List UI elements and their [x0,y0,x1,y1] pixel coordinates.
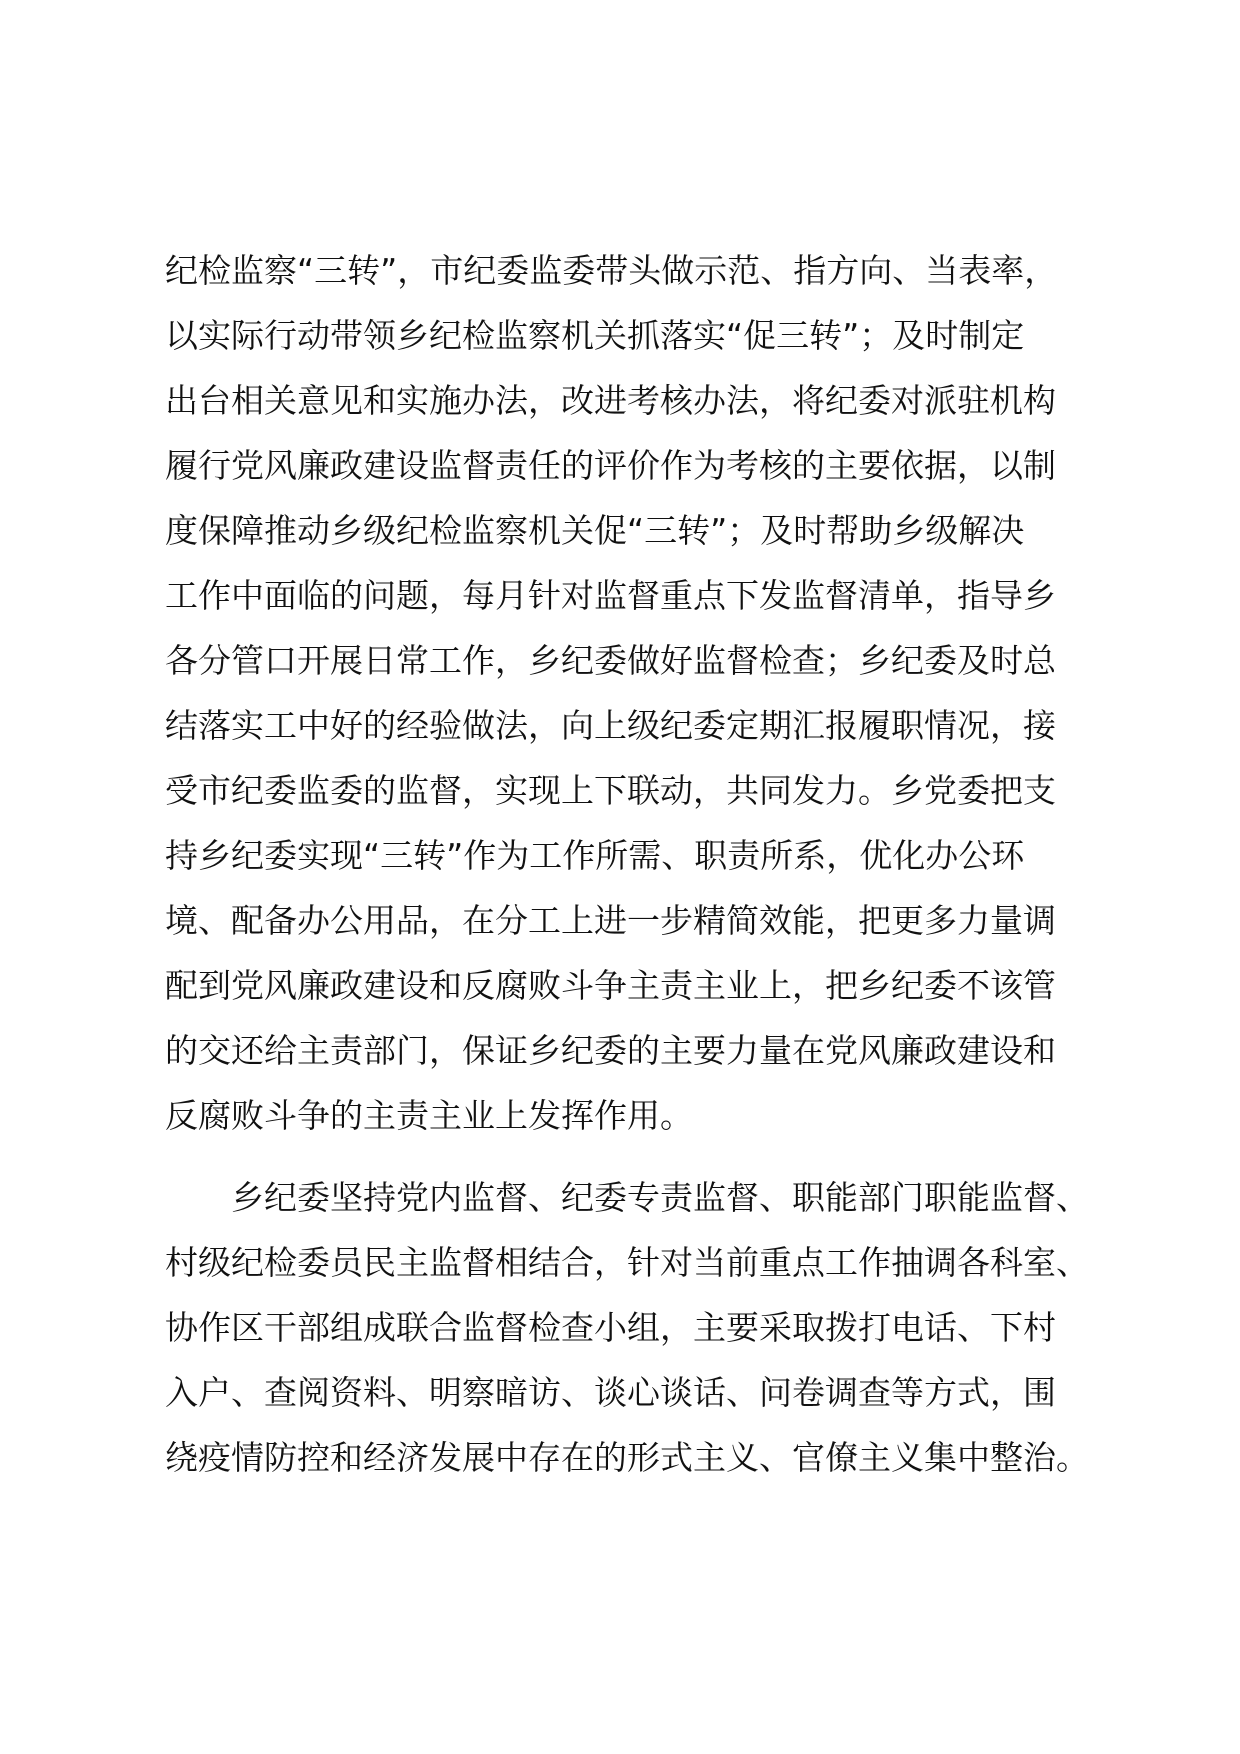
paragraph-line: 度保障推动乡级纪检监察机关促“三转”；及时帮助乡级解决 [165,511,1025,550]
paragraph-line: 村级纪检委员民主监督相结合，针对当前重点工作抽调各科室、 [165,1243,1089,1282]
paragraph-line: 履行党风廉政建设监督责任的评价作为考核的主要依据，以制 [165,446,1056,485]
paragraph-line: 境、配备办公用品，在分工上进一步精简效能，把更多力量调 [165,901,1056,940]
paragraph-line: 反腐败斗争的主责主业上发挥作用。 [165,1096,693,1135]
paragraph-line: 配到党风廉政建设和反腐败斗争主责主业上，把乡纪委不该管 [165,966,1056,1005]
paragraph-line: 协作区干部组成联合监督检查小组，主要采取拨打电话、下村 [165,1308,1056,1347]
paragraph-line: 工作中面临的问题，每月针对监督重点下发监督清单，指导乡 [165,576,1056,615]
paragraph-line: 绕疫情防控和经济发展中存在的形式主义、官僚主义集中整治。 [165,1438,1089,1477]
paragraph-line: 纪检监察“三转”，市纪委监委带头做示范、指方向、当表率， [165,251,1058,290]
paragraph-line: 入户、查阅资料、明察暗访、谈心谈话、问卷调查等方式，围 [165,1373,1056,1412]
paragraph-line: 出台相关意见和实施办法，改进考核办法，将纪委对派驻机构 [165,381,1056,420]
paragraph-line: 结落实工中好的经验做法，向上级纪委定期汇报履职情况，接 [165,706,1056,745]
document-body [165,238,1105,1490]
paragraph-1 [165,238,1105,1148]
paragraph-line: 受市纪委监委的监督，实现上下联动，共同发力。乡党委把支 [165,771,1056,810]
paragraph-line: 各分管口开展日常工作，乡纪委做好监督检查；乡纪委及时总 [165,641,1056,680]
paragraph-line: 持乡纪委实现“三转”作为工作所需、职责所系，优化办公环 [165,836,1025,875]
paragraph-2 [165,1165,1105,1490]
paragraph-line: 乡纪委坚持党内监督、纪委专责监督、职能部门职能监督、 [231,1178,1089,1217]
paragraph-line: 以实际行动带领乡纪检监察机关抓落实“促三转”；及时制定 [165,316,1025,355]
paragraph-line: 的交还给主责部门，保证乡纪委的主要力量在党风廉政建设和 [165,1031,1056,1070]
paragraph-spacer [165,1148,1105,1165]
